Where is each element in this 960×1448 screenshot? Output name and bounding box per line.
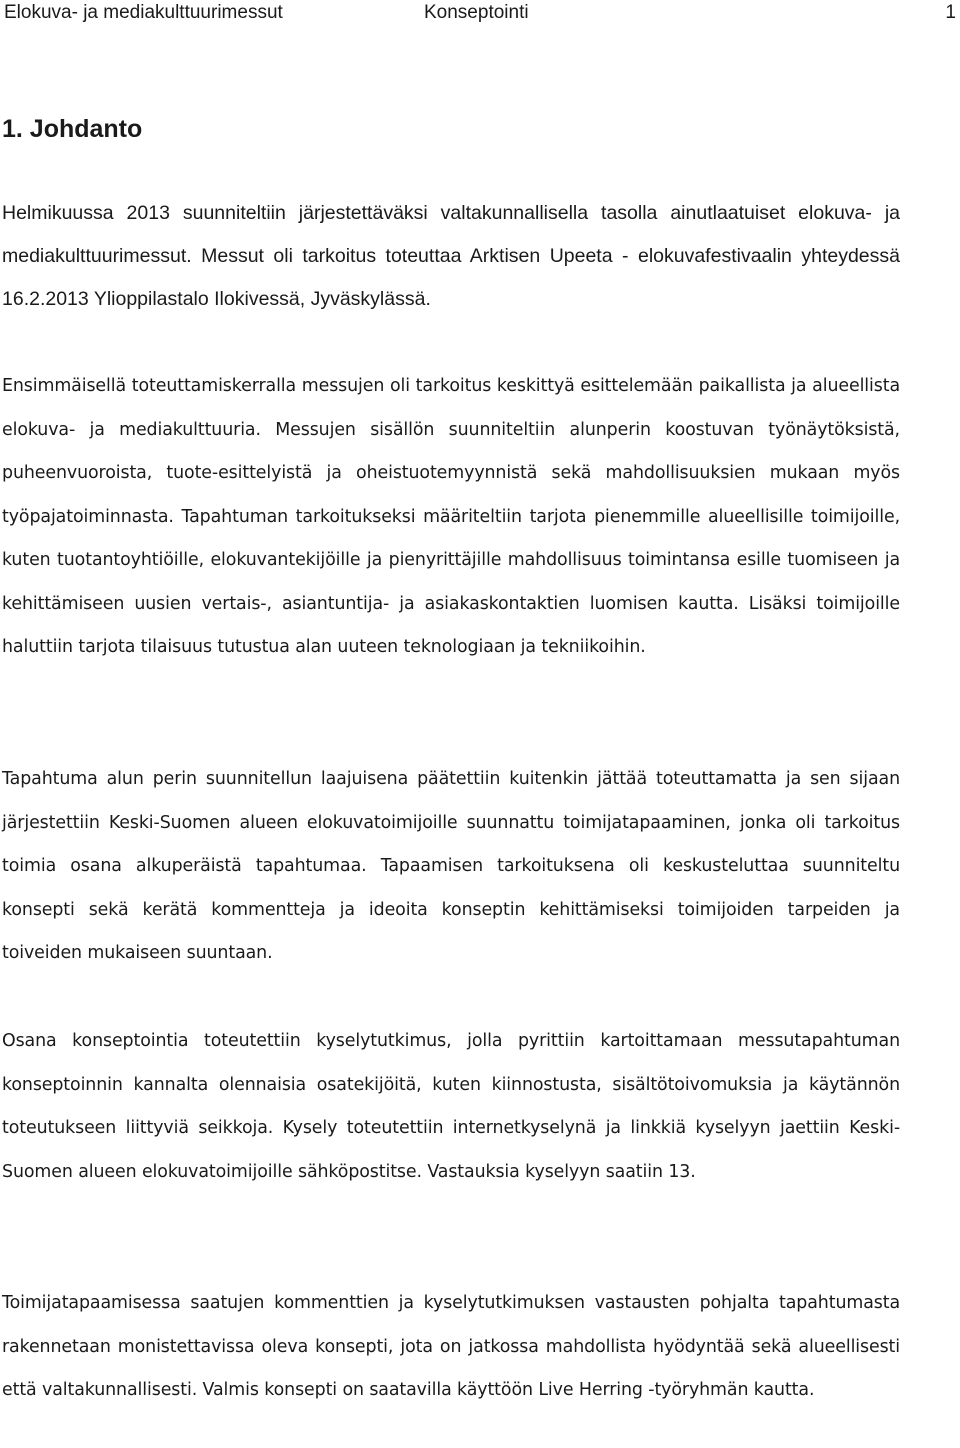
header-page-number: 1 — [945, 2, 956, 23]
running-header — [4, 2, 956, 24]
header-section-name: Konseptointi — [424, 2, 529, 23]
paragraph-intro: Helmikuussa 2013 suunniteltiin järjestettäväksi valtakunnallisella tasolla ainutlaatuiset elokuva- ja mediakulttuurimessut. Messut oli tarkoitus toteuttaa Arktisen Upeeta - elokuvafestivaalin yhteydessä 16.2.2013 Ylioppilastalo Ilokivessä, Jyväskylässä. — [2, 202, 900, 310]
header-document-title: Elokuva- ja mediakulttuurimessut — [4, 2, 283, 23]
paragraph-survey: Osana konseptointia toteutettiin kyselytutkimus, jolla pyrittiin kartoittamaan messutapahtuman konseptoinnin kannalta olennaisia osatekijöitä, kuten kiinnostusta, sisältötoivomuksia ja käytännön toteutukseen liittyviä seikkoja. Kysely toteutettiin internetkyselynä ja linkkiä kyselyyn jaettiin Keski-Suomen alueen elokuvatoimijoille sähköpostitse. Vastauksia kyselyyn saatiin 13. — [2, 1031, 900, 1182]
paragraph-meeting: Tapahtuma alun perin suunnitellun laajuisena päätettiin kuitenkin jättää toteuttamatta ja sen sijaan järjestettiin Keski-Suomen alueen elokuvatoimijoille suunnattu toimijatapaaminen, jonka oli tarkoitus toimia osana alkuperäistä tapahtumaa. Tapaamisen tarkoituksena oli keskusteluttaa suunniteltu konsepti sekä kerätä kommentteja ja ideoita konseptin kehittämiseksi toimijoiden tarpeiden ja toiveiden mukaiseen suuntaan. — [2, 769, 900, 963]
section-heading: 1. Johdanto — [2, 115, 143, 143]
paragraph-concept: Toimijatapaamisessa saatujen kommenttien ja kyselytutkimuksen vastausten pohjalta tapahtumasta rakennetaan monistettavissa oleva konsepti, jota on jatkossa mahdollista hyödyntää sekä alueellisesti että valtakunnallisesti. Valmis konsepti on saatavilla käyttöön Live Herring -työryhmän kautta. — [2, 1293, 900, 1400]
paragraph-first-event: Ensimmäisellä toteuttamiskerralla messujen oli tarkoitus keskittyä esittelemään paikallista ja alueellista elokuva- ja mediakulttuuria. Messujen sisällön suunniteltiin alunperin koostuvan työnäytöksistä, puheenvuoroista, tuote-esittelyistä ja oheistuotemyynnistä sekä mahdollisuuksien mukaan myös työpajatoiminnasta. Tapahtuman tarkoitukseksi määriteltiin tarjota pienemmille alueellisille toimijoille, kuten tuotantoyhtiöille, elokuvantekijöille ja pienyrittäjille mahdollisuus toimintansa esille tuomiseen ja kehittämiseen uusien vertais-, asiantuntija- ja asiakaskontaktien luomisen kautta. Lisäksi toimijoille haluttiin tarjota tilaisuus tutustua alan uuteen teknologiaan ja tekniikoihin. — [2, 376, 900, 657]
